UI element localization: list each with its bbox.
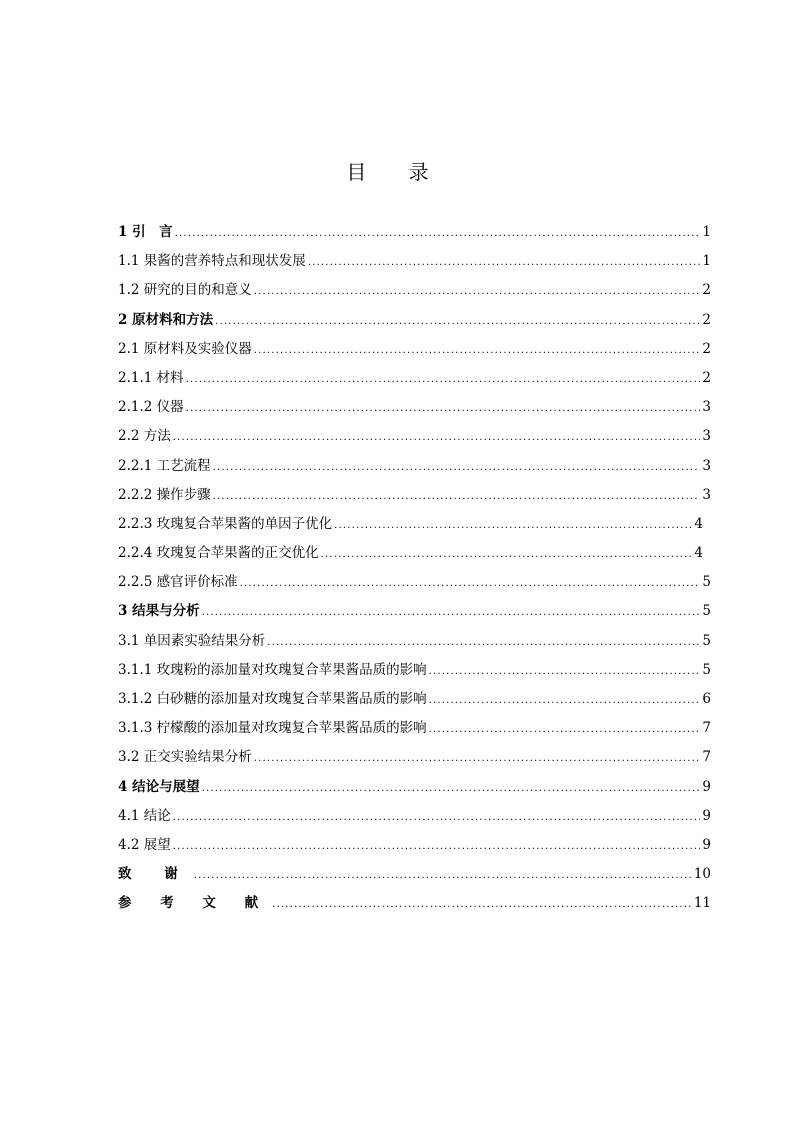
toc-entry-label: 2.2.3 玫瑰复合苹果酱的单因子优化 <box>118 515 333 532</box>
toc-entry-page: 7 <box>702 749 711 766</box>
toc-entry[interactable] <box>118 452 711 481</box>
toc-leader-dots <box>215 307 700 336</box>
toc-leader-dots <box>429 715 701 744</box>
toc-leader-dots <box>267 628 700 657</box>
toc-entry-page: 10 <box>693 866 711 883</box>
toc-leader-dots <box>186 394 701 423</box>
toc-entry[interactable] <box>118 539 711 568</box>
toc-leader-dots <box>194 861 692 890</box>
toc-leader-dots <box>213 482 701 511</box>
toc-entry[interactable] <box>118 218 711 247</box>
toc-entry-label: 致 谢 <box>118 866 192 883</box>
toc-leader-dots <box>173 832 701 861</box>
toc-entry-page: 5 <box>702 661 711 678</box>
toc-entry-label: 3.1.3 柠檬酸的添加量对玫瑰复合苹果酱品质的影响 <box>118 720 427 737</box>
toc-entry[interactable] <box>118 335 711 364</box>
toc-entry[interactable] <box>118 773 711 802</box>
toc-entry[interactable] <box>118 568 711 597</box>
toc-leader-dots <box>272 890 692 919</box>
toc-entry[interactable] <box>118 247 711 276</box>
toc-leader-dots <box>254 744 701 773</box>
toc-leader-dots <box>175 219 701 248</box>
toc-entry[interactable] <box>118 860 711 889</box>
toc-leader-dots <box>186 365 701 394</box>
toc-entry-label: 2.2 方法 <box>118 428 171 445</box>
toc-entry-label: 3.1.2 白砂糖的添加量对玫瑰复合苹果酱品质的影响 <box>118 691 427 707</box>
toc-entry[interactable] <box>118 306 711 335</box>
toc-entry[interactable] <box>118 831 711 860</box>
toc-entry-page: 5 <box>702 603 711 620</box>
toc-leader-dots <box>308 248 701 277</box>
toc-entry-page: 1 <box>702 224 711 240</box>
toc-entry-page: 9 <box>702 807 711 824</box>
toc-entry-page: 11 <box>693 895 711 912</box>
toc-leader-dots <box>240 569 701 598</box>
toc-entry-label: 3.1.1 玫瑰粉的添加量对玫瑰复合苹果酱品质的影响 <box>118 661 427 678</box>
toc-entry-label: 4.1 结论 <box>118 807 171 824</box>
toc-entry-label: 2.1.1 材料 <box>118 369 184 386</box>
toc-entry-label: 2.1.2 仪器 <box>118 399 184 416</box>
toc-entry-page: 3 <box>702 486 711 503</box>
toc-entry-page: 5 <box>702 574 711 591</box>
toc-entry-page: 2 <box>702 369 711 386</box>
toc-entry[interactable] <box>118 802 711 831</box>
toc-entry-page: 2 <box>702 340 711 357</box>
toc-entry[interactable] <box>118 714 711 743</box>
toc-entry[interactable] <box>118 393 711 422</box>
toc-entry-page: 1 <box>702 253 711 270</box>
toc-entry-page: 3 <box>702 399 711 416</box>
toc-entry[interactable] <box>118 597 711 626</box>
toc-leader-dots <box>173 423 701 452</box>
toc-entry-label: 1.1 果酱的营养特点和现状发展 <box>118 253 306 270</box>
toc-entry-page: 5 <box>702 632 711 649</box>
toc-entry-label: 1.2 研究的目的和意义 <box>118 282 252 299</box>
toc-entry-page: 4 <box>694 545 703 562</box>
toc-entry[interactable] <box>118 656 711 685</box>
toc-entry[interactable] <box>118 276 711 305</box>
toc-entry-page: 2 <box>702 282 711 299</box>
toc-entry[interactable] <box>118 889 711 918</box>
toc-leader-dots <box>202 774 701 803</box>
toc-entry-label: 4.2 展望 <box>118 836 171 853</box>
toc-entry[interactable] <box>118 743 711 772</box>
toc-leader-dots <box>334 511 692 540</box>
toc-leader-dots <box>202 598 701 627</box>
toc-entry-page: 6 <box>702 691 711 707</box>
toc-entry-label: 2.2.4 玫瑰复合苹果酱的正交优化 <box>118 545 319 562</box>
toc-entry-page: 3 <box>702 457 711 474</box>
toc-leader-dots <box>429 657 701 686</box>
toc-entry-label: 3 结果与分析 <box>118 603 200 620</box>
toc-entry-page: 4 <box>694 515 703 532</box>
toc-entry-page: 3 <box>702 428 711 445</box>
toc-leader-dots <box>254 336 701 365</box>
toc-entry[interactable] <box>118 627 711 656</box>
page-title: 目 录 <box>346 160 447 184</box>
toc-entry-label: 3.2 正交实验结果分析 <box>118 749 252 766</box>
toc-entry-page: 7 <box>702 720 711 737</box>
toc-entry-page: 2 <box>702 311 711 328</box>
toc-entry-label: 1 引 言 <box>118 224 173 240</box>
toc-entry-page: 9 <box>702 836 711 853</box>
toc-entry[interactable] <box>118 364 711 393</box>
toc-leader-dots <box>213 453 701 482</box>
toc-entry-label: 2.1 原材料及实验仪器 <box>118 340 252 357</box>
toc-leader-dots <box>429 686 701 715</box>
toc-entry-label: 2.2.1 工艺流程 <box>118 457 211 474</box>
toc-entry[interactable] <box>118 685 711 714</box>
toc-leader-dots <box>321 540 693 569</box>
toc-entry-label: 参 考 文 献 <box>118 895 271 912</box>
toc-leader-dots <box>254 277 701 306</box>
toc-entry-label: 4 结论与展望 <box>118 778 200 795</box>
toc-entry-label: 3.1 单因素实验结果分析 <box>118 632 266 649</box>
toc-entry-label: 2.2.5 感官评价标准 <box>118 574 238 591</box>
toc-entry[interactable] <box>118 481 711 510</box>
toc-leader-dots <box>173 803 701 832</box>
toc-entry-page: 9 <box>702 778 711 795</box>
table-of-contents <box>118 218 711 919</box>
toc-entry[interactable] <box>118 422 711 451</box>
toc-entry-label: 2 原材料和方法 <box>118 311 214 328</box>
toc-entry[interactable] <box>118 510 711 539</box>
toc-entry-label: 2.2.2 操作步骤 <box>118 486 211 503</box>
